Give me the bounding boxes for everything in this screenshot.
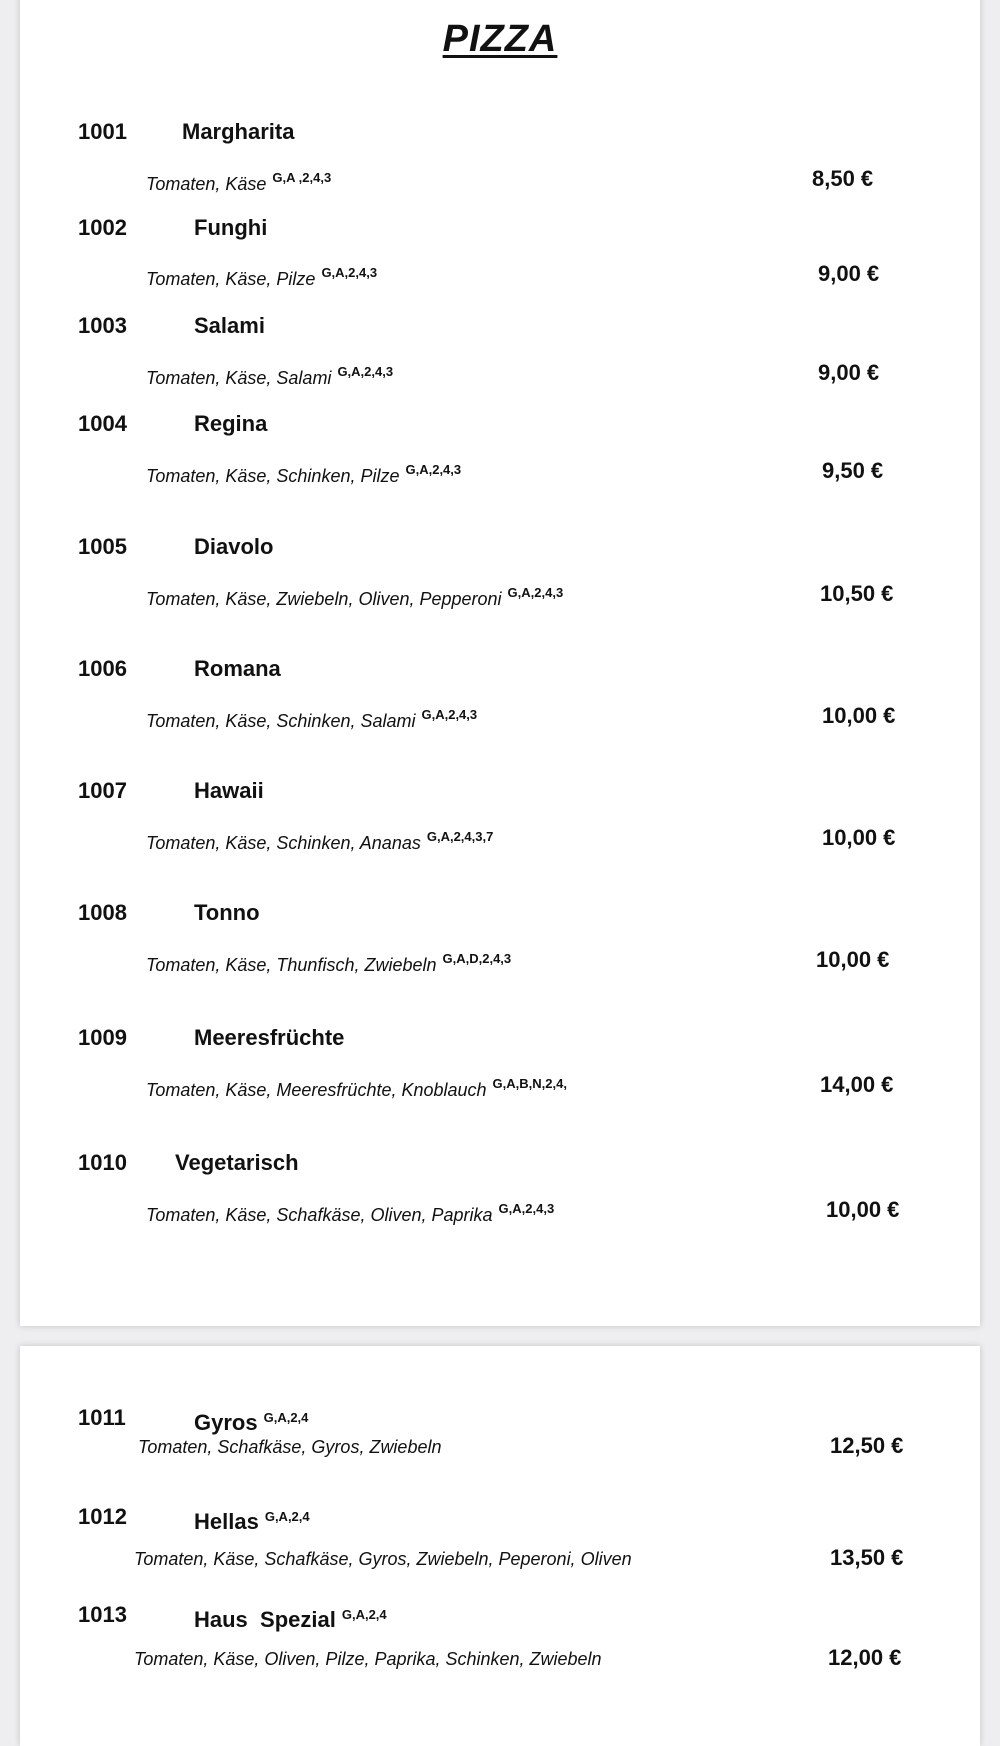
- item-number: 1004: [78, 411, 127, 436]
- allergen-codes: G,A,2,4,3: [421, 707, 478, 722]
- item-description: Tomaten, Käse, Oliven, Pilze, Paprika, Schinken, Zwiebeln: [134, 1649, 602, 1669]
- allergen-codes: G,A,D,2,4,3: [442, 951, 512, 966]
- item-description: Tomaten, Käse, Meeresfrüchte, Knoblauch $^{G,A,B,N,2,4,}$: [146, 1076, 567, 1100]
- item-price: 14,00 €: [820, 1072, 894, 1097]
- item-name: Hellas $^{G,A,2,4}$: [194, 1509, 310, 1534]
- item-number: 1010: [78, 1150, 127, 1175]
- item-description: Tomaten, Käse, Salami $^{G,A,2,4,3}$: [146, 364, 394, 388]
- item-description: Tomaten, Käse, Schinken, Ananas $^{G,A,2,4,3,7}$: [146, 829, 494, 853]
- item-number: 1008: [78, 900, 127, 925]
- item-number: 1002: [78, 215, 127, 240]
- allergen-codes: G,A,2,4: [263, 1410, 309, 1425]
- allergen-codes: G,A,B,N,2,4,: [492, 1076, 567, 1091]
- item-number: 1007: [78, 778, 127, 803]
- item-number: 1005: [78, 534, 127, 559]
- item-name: Haus Spezial $^{G,A,2,4}$: [194, 1607, 387, 1632]
- item-price: 9,00 €: [818, 360, 880, 385]
- item-price: 8,50 €: [812, 166, 874, 191]
- allergen-codes: G,A,2,4,3: [498, 1201, 555, 1216]
- item-price: 9,50 €: [822, 458, 884, 483]
- item-number: 1009: [78, 1025, 127, 1050]
- item-number: 1001: [78, 119, 127, 144]
- item-description: Tomaten, Käse $^{G,A ,2,4,3}$: [146, 170, 332, 194]
- item-price: 10,00 €: [816, 947, 890, 972]
- item-name: Diavolo: [194, 534, 274, 559]
- item-name: Margharita: [182, 119, 295, 144]
- menu-page-1: [20, 0, 980, 1326]
- item-name: Gyros $^{G,A,2,4}$: [194, 1410, 309, 1435]
- section-title: PIZZA: [442, 18, 558, 60]
- item-price: 13,50 €: [830, 1545, 904, 1570]
- allergen-codes: G,A,2,4,3: [337, 364, 394, 379]
- item-name: Tonno: [194, 900, 260, 925]
- item-price: 12,00 €: [828, 1645, 902, 1670]
- item-price: 10,50 €: [820, 581, 894, 606]
- item-description: Tomaten, Käse, Zwiebeln, Oliven, Pepperoni $^{G,A,2,4,3}$: [146, 585, 564, 609]
- item-name: Hawaii: [194, 778, 264, 803]
- item-description: Tomaten, Käse, Schinken, Pilze $^{G,A,2,4,3}$: [146, 462, 462, 486]
- item-number: 1013: [78, 1602, 127, 1627]
- allergen-codes: G,A,2,4,3: [507, 585, 564, 600]
- item-number: 1006: [78, 656, 127, 681]
- item-price: 9,00 €: [818, 261, 880, 286]
- item-name: Regina: [194, 411, 268, 436]
- item-description: Tomaten, Schafkäse, Gyros, Zwiebeln: [138, 1437, 442, 1457]
- item-description: Tomaten, Käse, Thunfisch, Zwiebeln $^{G,A,D,2,4,3}$: [146, 951, 512, 975]
- item-description: Tomaten, Käse, Schinken, Salami $^{G,A,2,4,3}$: [146, 707, 478, 731]
- allergen-codes: G,A ,2,4,3: [272, 170, 332, 185]
- allergen-codes: G,A,2,4,3,7: [426, 829, 494, 844]
- item-price: 12,50 €: [830, 1433, 904, 1458]
- item-number: 1012: [78, 1504, 127, 1529]
- item-name: Meeresfrüchte: [194, 1025, 345, 1050]
- item-name: Vegetarisch: [175, 1150, 299, 1175]
- item-description: Tomaten, Käse, Schafkäse, Oliven, Paprika $^{G,A,2,4,3}$: [146, 1201, 555, 1225]
- item-name: Salami: [194, 313, 265, 338]
- item-description: Tomaten, Käse, Pilze $^{G,A,2,4,3}$: [146, 265, 378, 289]
- item-number: 1011: [78, 1405, 126, 1430]
- item-description: Tomaten, Käse, Schafkäse, Gyros, Zwiebeln, Peperoni, Oliven: [134, 1549, 632, 1569]
- allergen-codes: G,A,2,4: [264, 1509, 310, 1524]
- item-name: Romana: [194, 656, 281, 681]
- allergen-codes: G,A,2,4: [341, 1607, 387, 1622]
- item-price: 10,00 €: [822, 703, 896, 728]
- allergen-codes: G,A,2,4,3: [321, 265, 378, 280]
- allergen-codes: G,A,2,4,3: [405, 462, 462, 477]
- item-name: Funghi: [194, 215, 268, 240]
- menu-page-2: [20, 1346, 980, 1746]
- item-number: 1003: [78, 313, 127, 338]
- item-price: 10,00 €: [826, 1197, 900, 1222]
- item-price: 10,00 €: [822, 825, 896, 850]
